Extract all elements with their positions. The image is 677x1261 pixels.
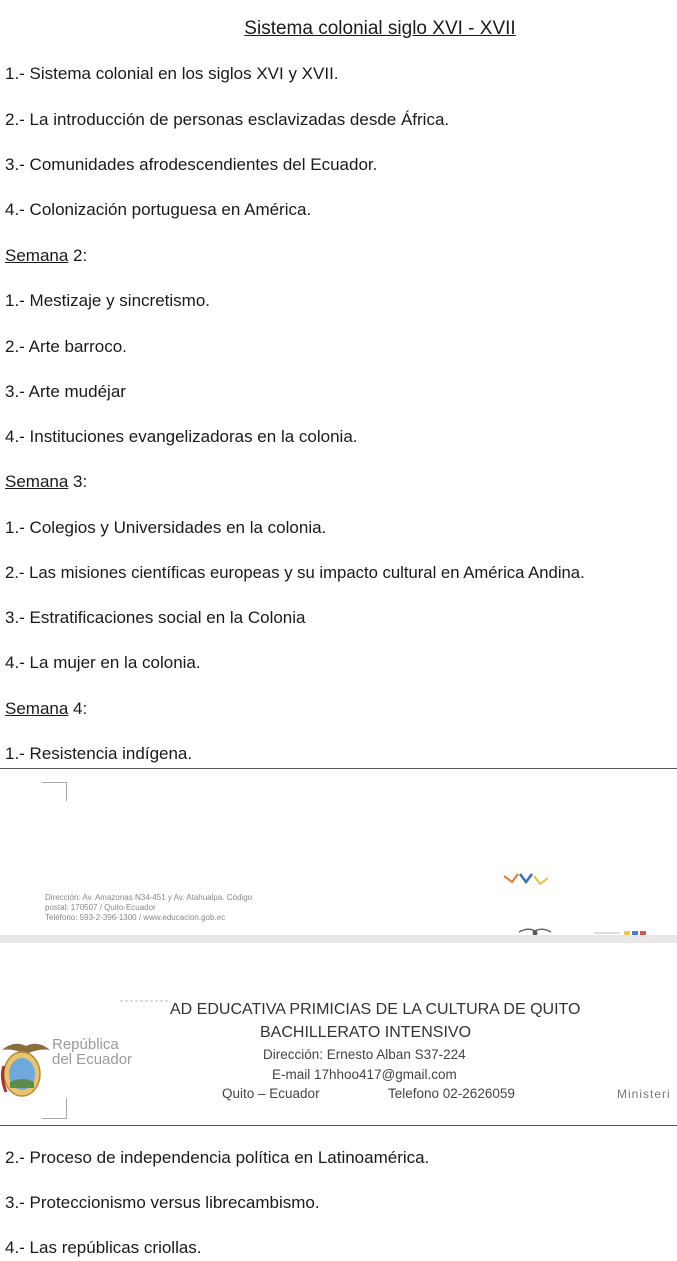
list-item: 3.- Proteccionismo versus librecambismo. bbox=[5, 1193, 320, 1212]
list-item: 4.- Instituciones evangelizadoras en la colonia. bbox=[5, 427, 358, 446]
page-divider bbox=[0, 768, 677, 769]
week-word: Semana bbox=[5, 472, 69, 491]
list-item: 3.- Estratificaciones social en la Colonia bbox=[5, 608, 306, 627]
school-city: Quito – Ecuador bbox=[222, 1086, 320, 1101]
list-item: 4.- Las repúblicas criollas. bbox=[5, 1238, 202, 1257]
list-item: 3.- Comunidades afrodescendientes del Ecuador. bbox=[5, 155, 378, 174]
list-item: 2.- La introducción de personas esclavizadas desde África. bbox=[5, 110, 450, 129]
list-item: 4.- La mujer en la colonia. bbox=[5, 653, 201, 672]
school-name: AD EDUCATIVA PRIMICIAS DE LA CULTURA DE QUITO bbox=[170, 1001, 581, 1018]
list-item: 2.- Arte barroco. bbox=[5, 337, 127, 356]
school-email: E-mail 17hhoo417@gmail.com bbox=[272, 1067, 457, 1082]
republica-line: del Ecuador bbox=[52, 1051, 133, 1068]
page-corner-mark bbox=[42, 1098, 67, 1119]
footer-address bbox=[45, 893, 252, 923]
week-heading-3 bbox=[5, 472, 87, 492]
footer-address-line: Teléfono: 593-2-396-1300 / www.educacion.gob.ec bbox=[45, 913, 226, 922]
footer-address-line: Dirección: Av. Amazonas N34-451 y Av. Atahualpa. Código bbox=[45, 893, 253, 902]
footer-address-line: postal: 170507 / Quito-Ecuador bbox=[45, 903, 156, 912]
list-item: 4.- Colonización portuguesa en América. bbox=[5, 200, 312, 219]
ministry-label: Ministeri bbox=[617, 1087, 671, 1101]
page-divider bbox=[0, 1125, 677, 1126]
school-address: Dirección: Ernesto Alban S37-224 bbox=[263, 1047, 466, 1062]
footer-logo-icon bbox=[502, 868, 550, 890]
republica-line: República bbox=[52, 1036, 119, 1053]
week-word: Semana bbox=[5, 699, 69, 718]
week-word: Semana bbox=[5, 246, 69, 265]
list-item: 1.- Mestizaje y sincretismo. bbox=[5, 291, 210, 310]
list-item: 2.- Las misiones científicas europeas y su impacto cultural en América Andina. bbox=[5, 563, 585, 582]
republica-label bbox=[52, 1037, 132, 1067]
school-phone: Telefono 02-2626059 bbox=[388, 1086, 515, 1101]
school-program: BACHILLERATO INTENSIVO bbox=[260, 1024, 472, 1041]
week-number: 4: bbox=[68, 699, 88, 718]
document-title: Sistema colonial siglo XVI - XVII bbox=[244, 18, 516, 39]
list-item: 1.- Sistema colonial en los siglos XVI y XVII. bbox=[5, 64, 339, 83]
ecuador-coat-of-arms-icon bbox=[0, 1036, 52, 1102]
week-number: 2: bbox=[68, 246, 88, 265]
week-heading-4 bbox=[5, 699, 87, 719]
list-item: 3.- Arte mudéjar bbox=[5, 382, 126, 401]
page-break-band bbox=[0, 935, 677, 943]
page-corner-mark bbox=[42, 782, 67, 801]
list-item: 1.- Resistencia indígena. bbox=[5, 744, 193, 763]
list-item: 2.- Proceso de independencia política en Latinoamérica. bbox=[5, 1148, 430, 1167]
week-number: 3: bbox=[68, 472, 88, 491]
week-heading-2 bbox=[5, 246, 87, 266]
list-item: 1.- Colegios y Universidades en la colonia. bbox=[5, 518, 327, 537]
